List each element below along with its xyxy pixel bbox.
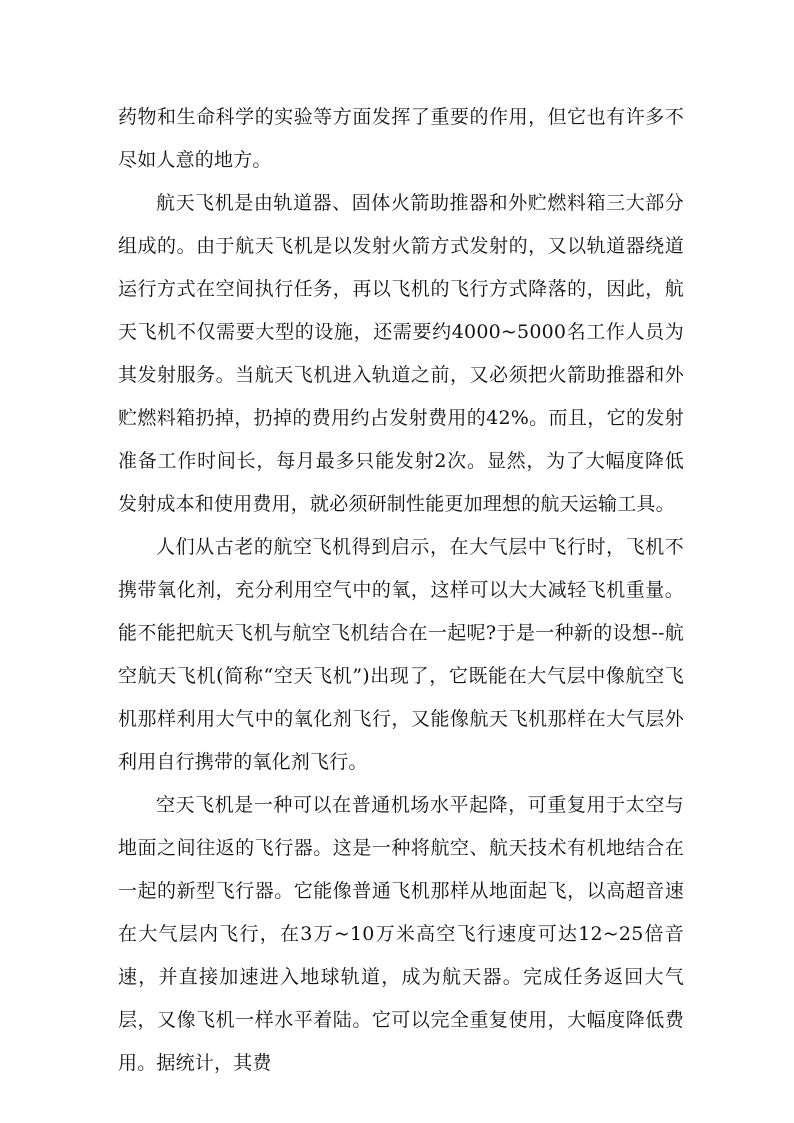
- paragraph-1: 药物和生命科学的实验等方面发挥了重要的作用，但它也有许多不尽如人意的地方。: [118, 106, 684, 171]
- paragraph-4: 空天飞机是一种可以在普通机场水平起降，可重复用于太空与地面之间往返的飞行器。这是一种将航空、航天技术有机地结合在一起的新型飞行器。它能像普通飞机那样从地面起飞，以高超音速在大气层内飞行，在3万~10万米高空飞行速度可达12~25倍音速，并直接加速进入地球轨道，成为航天器。完成任务返回大气层，又像飞机一样水平着陆。它可以完全重复使用，大幅度降低费用。据统计，其费: [118, 794, 684, 1074]
- body-text: [118, 96, 684, 1085]
- paragraph-2: 航天飞机是由轨道器、固体火箭助推器和外贮燃料箱三大部分组成的。由于航天飞机是以发射火箭方式发射的，又以轨道器绕道运行方式在空间执行任务，再以飞机的飞行方式降落的，因此，航天飞机不仅需要大型的设施，还需要约4000~5000名工作人员为其发射服务。当航天飞机进入轨道之前，又必须把火箭助推器和外贮燃料箱扔掉，扔掉的费用约占发射费用的42%。而且，它的发射准备工作时间长，每月最多只能发射2次。显然，为了大幅度降低发射成本和使用费用，就必须研制性能更加理想的航天运输工具。: [118, 192, 684, 515]
- paragraph-3: 人们从古老的航空飞机得到启示，在大气层中飞行时，飞机不携带氧化剂，充分利用空气中的氧，这样可以大大减轻飞机重量。能不能把航天飞机与航空飞机结合在一起呢?于是一种新的设想--航空航天飞机(简称“空天飞机”)出现了，它既能在大气层中像航空飞机那样利用大气中的氧化剂飞行，又能像航天飞机那样在大气层外利用自行携带的氧化剂飞行。: [118, 536, 684, 773]
